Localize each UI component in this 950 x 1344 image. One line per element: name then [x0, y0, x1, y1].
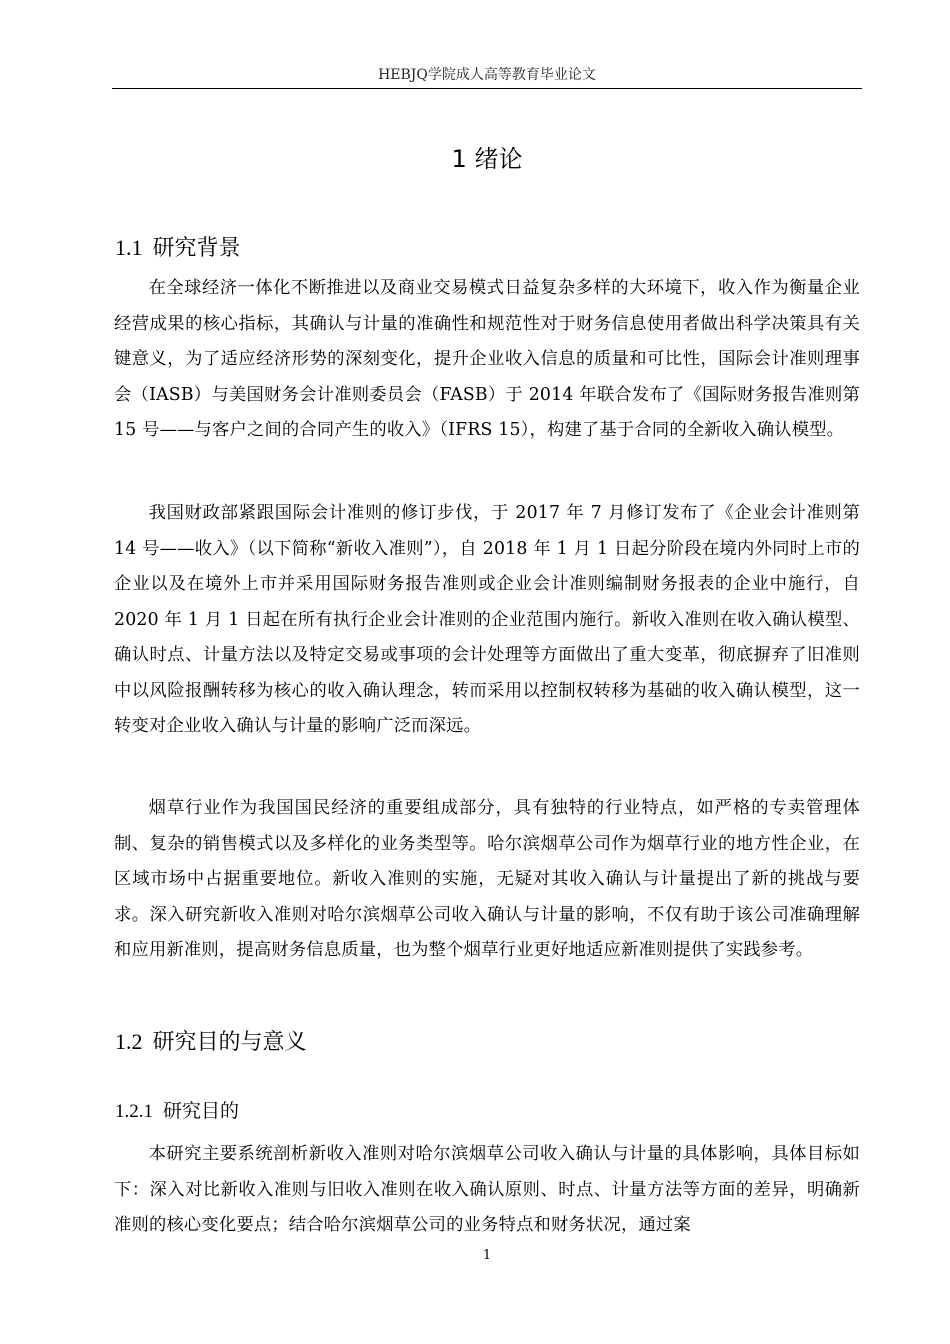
- header-rule: [112, 88, 862, 89]
- section-title: 研究背景: [152, 236, 241, 261]
- subsection-heading-1-2-1: [115, 1097, 239, 1126]
- page-number: 1: [482, 1248, 492, 1263]
- body-paragraph: 烟草行业作为我国国民经济的重要组成部分，具有独特的行业特点，如严格的专卖管理体制、复杂的销售模式以及多样化的业务类型等。哈尔滨烟草公司作为烟草行业的地方性企业，在区域市场中占据重要地位。新收入准则的实施，无疑对其收入确认与计量提出了新的挑战与要求。深入研究新收入准则对哈尔滨烟草公司收入确认与计量的影响，不仅有助于该公司准确理解和应用新准则，提高财务信息质量，也为整个烟草行业更好地适应新准则提供了实践参考。: [114, 798, 860, 960]
- section-number: 1.2: [115, 1029, 143, 1054]
- body-paragraph: 我国财政部紧跟国际会计准则的修订步伐，于 2017 年 7 月修订发布了《企业会计准则第 14 号——收入》（以下简称“新收入准则”），自 2018 年 1 月 1 日起分阶段在境内外同时上市的企业以及在境外上市并采用国际财务报告准则或企业会计准则编制财务报表的企业中施行，自 2020 年 1 月 1 日起在所有执行企业会计准则的企业范围内施行。新收入准则在收入确认模型、确认时点、计量方法以及特定交易或事项的会计处理等方面做出了重大变革，彻底摒弃了旧准则中以风险报酬转移为核心的收入确认理念，转而采用以控制权转移为基础的收入确认模型，这一转变对企业收入确认与计量的影响广泛而深远。: [114, 503, 860, 736]
- running-header: HEBJQ学院成人高等教育毕业论文: [378, 67, 596, 83]
- section-heading-1-2: [115, 1026, 307, 1059]
- section-number: 1.2.1: [115, 1101, 153, 1122]
- body-paragraph: 本研究主要系统剖析新收入准则对哈尔滨烟草公司收入确认与计量的具体影响，具体目标如下：深入对比新收入准则与旧收入准则在收入确认原则、时点、计量方法等方面的差异，明确新准则的核心变化要点；结合哈尔滨烟草公司的业务特点和财务状况，通过案: [114, 1144, 860, 1235]
- section-title: 研究目的: [163, 1100, 240, 1122]
- section-number: 1.1: [115, 235, 143, 260]
- body-paragraph: 在全球经济一体化不断推进以及商业交易模式日益复杂多样的大环境下，收入作为衡量企业经营成果的核心指标，其确认与计量的准确性和规范性对于财务信息使用者做出科学决策具有关键意义，为了适应经济形势的深刻变化，提升企业收入信息的质量和可比性，国际会计准则理事会（IASB）与美国财务会计准则委员会（FASB）于 2014 年联合发布了《国际财务报告准则第 15 号——与客户之间的合同产生的收入》（IFRS 15），构建了基于合同的全新收入确认模型。: [114, 278, 860, 440]
- section-title: 研究目的与意义: [152, 1030, 307, 1055]
- section-heading-1-1: [115, 232, 241, 265]
- chapter-title: 1 绪论: [451, 145, 523, 173]
